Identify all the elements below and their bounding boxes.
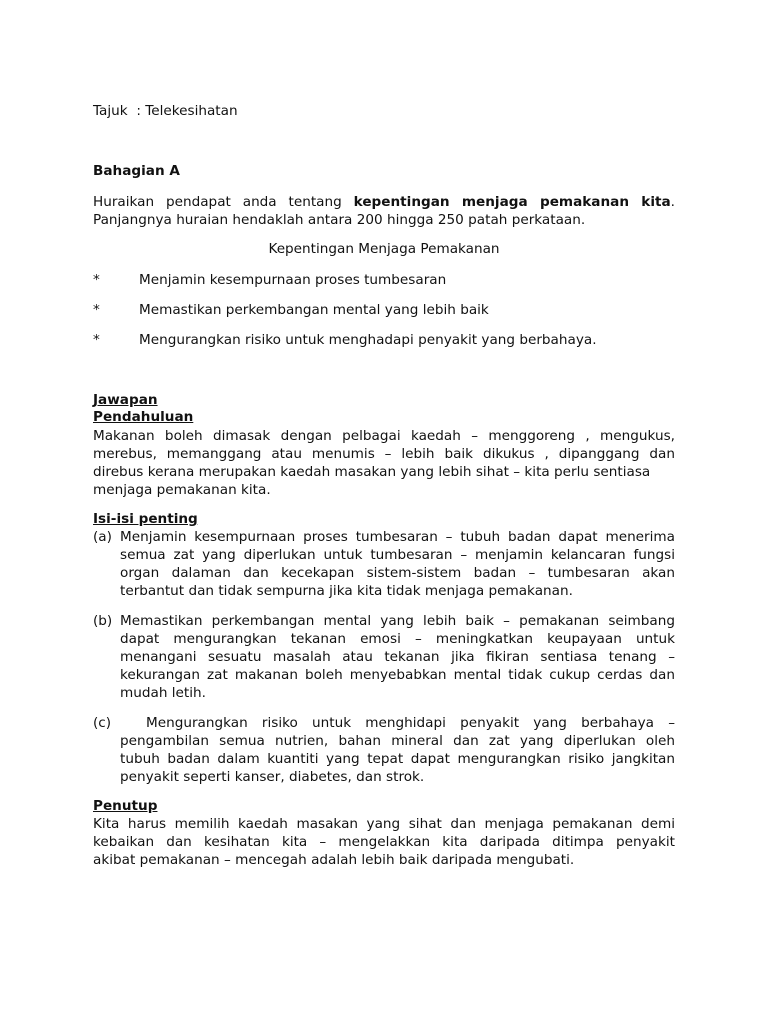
- outline-title: Kepentingan Menjaga Pemakanan: [268, 241, 500, 257]
- instruction-pre: Huraikan pendapat anda tentang: [93, 194, 342, 210]
- point-line: Mengurangkan risiko untuk menghidapi penyakit yang berbahaya –: [146, 715, 675, 731]
- point-line: organ dalaman dan kecekapan sistem-sistem badan – tumbesaran akan: [120, 565, 675, 581]
- instruction-post: .: [670, 194, 675, 210]
- jawapan-title: Jawapan: [93, 392, 158, 408]
- tajuk-label: Tajuk: [93, 103, 128, 119]
- tajuk-line: [93, 103, 675, 120]
- bullet-marker: *: [93, 332, 100, 348]
- instruction-line-1: [93, 194, 675, 211]
- pendahuluan-line: Makanan boleh dimasak dengan pelbagai kaedah – menggoreng , mengukus,: [93, 428, 675, 444]
- pendahuluan-line: merebus, memanggang atau menumis – lebih baik dikukus , dipanggang dan: [93, 446, 675, 462]
- point-line: mudah letih.: [120, 685, 206, 701]
- point-marker: (c): [93, 715, 112, 731]
- instruction-bold: kepentingan menjaga pemakanan kita: [353, 194, 671, 210]
- bullet-marker: *: [93, 302, 100, 318]
- point-line: Menjamin kesempurnaan proses tumbesaran – tubuh badan dapat menerima: [120, 529, 675, 545]
- pendahuluan-title: Pendahuluan: [93, 409, 194, 425]
- penutup-title: Penutup: [93, 798, 158, 814]
- point-line: dapat mengurangkan tekanan emosi – meningkatkan keupayaan untuk: [120, 631, 675, 647]
- point-marker: (a): [93, 529, 112, 545]
- point-line: kekurangan zat makanan boleh menyebabkan mental tidak cukup cerdas dan: [120, 667, 675, 683]
- point-line: tubuh badan dalam kuantiti yang tepat dapat mengurangkan risiko jangkitan: [120, 751, 675, 767]
- penutup-line: akibat pemakanan – mencegah adalah lebih baik daripada mengubati.: [93, 852, 575, 868]
- outline-item-text: Menjamin kesempurnaan proses tumbesaran: [139, 272, 447, 288]
- outline-item-text: Memastikan perkembangan mental yang lebih baik: [139, 302, 489, 318]
- penutup-line: kebaikan dan kesihatan kita – mengelakkan kita daripada ditimpa penyakit: [93, 834, 675, 850]
- point-line: menangani sesuatu masalah atau tekanan jika fikiran sentiasa tenang –: [120, 649, 675, 665]
- point-line: terbantut dan tidak sempurna jika kita tidak menjaga pemakanan.: [120, 583, 573, 599]
- outline-item-text: Mengurangkan risiko untuk menghadapi penyakit yang berbahaya.: [139, 332, 597, 348]
- bullet-marker: *: [93, 272, 100, 288]
- tajuk-separator: :: [136, 103, 141, 119]
- point-line: penyakit seperti kanser, diabetes, dan strok.: [120, 769, 425, 785]
- penutup-line: Kita harus memilih kaedah masakan yang sihat dan menjaga pemakanan demi: [93, 816, 675, 832]
- point-line: semua zat yang diperlukan untuk tumbesaran – menjamin kelancaran fungsi: [120, 547, 675, 563]
- isi-title: Isi-isi penting: [93, 511, 198, 527]
- instruction-line-2: Panjangnya huraian hendaklah antara 200 hingga 250 patah perkataan.: [93, 212, 586, 228]
- pendahuluan-line: direbus kerana merupakan kaedah masakan yang lebih sihat – kita perlu sentiasa: [93, 464, 651, 480]
- pendahuluan-line: menjaga pemakanan kita.: [93, 482, 271, 498]
- point-marker: (b): [93, 613, 113, 629]
- section-title-bahagian: Bahagian A: [93, 163, 180, 179]
- point-line: Memastikan perkembangan mental yang lebih baik – pemakanan seimbang: [120, 613, 675, 629]
- point-line: pengambilan semua nutrien, bahan mineral dan zat yang diperlukan oleh: [120, 733, 675, 749]
- tajuk-value: Telekesihatan: [145, 103, 238, 119]
